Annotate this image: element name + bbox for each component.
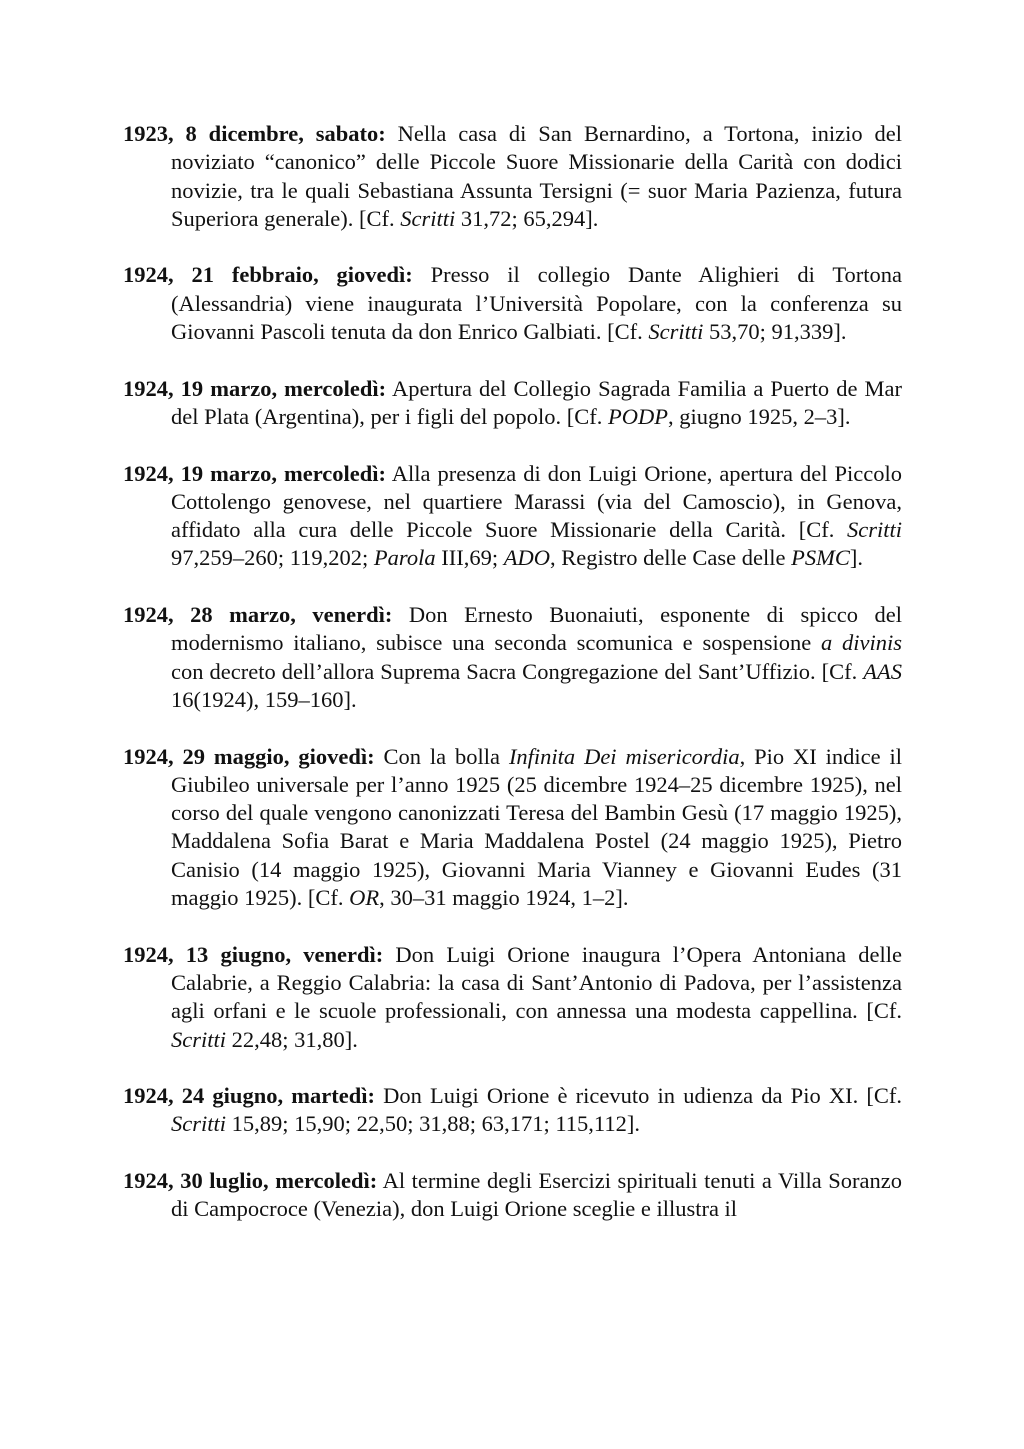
entry-date: 1924, 29 maggio, giovedì: xyxy=(123,743,375,769)
entry-date: 1924, 21 febbraio, giovedì: xyxy=(123,262,413,288)
chronology-entry: 1924, 29 maggio, giovedì: Con la bolla Infinita Dei misericordia, Pio XI indice il Giubileo universale per l’anno 1925 (25 dicembre 1924–25 dicembre 1925), nel corso del quale vengono canonizzati Teresa del Bambin Gesù (17 maggio 1925), Maddalena Sofia Barat e Maria Maddalena Postel (24 maggio 1925), Pietro Canisio (14 maggio 1925), Giovanni Maria Vianney e Giovanni Eudes (31 maggio 1925). [Cf. OR, 30–31 maggio 1924, 1–2]. xyxy=(123,743,903,911)
entry-date: 1924, 13 giugno, venerdì: xyxy=(123,941,384,967)
entry-date: 1924, 24 giugno, martedì: xyxy=(123,1083,375,1109)
entry-date: 1924, 28 marzo, venerdì: xyxy=(123,602,393,628)
chronology-entry: 1924, 30 luglio, mercoledì: Al termine degli Esercizi spirituali tenuti a Villa Soranzo di Campocroce (Venezia), don Luigi Orione sceglie e illustra il xyxy=(123,1167,902,1222)
document-page xyxy=(123,120,902,1252)
chronology-entry: 1924, 28 marzo, venerdì: Don Ernesto Buonaiuti, esponente di spicco del modernismo italiano, subisce una seconda scomunica e sospensione a divinis con decreto dell’allora Suprema Sacra Congregazione del Sant’Uffizio. [Cf. AAS 16(1924), 159–160]. xyxy=(123,602,902,712)
chronology-entry: 1924, 13 giugno, venerdì: Don Luigi Orione inaugura l’Opera Antoniana delle Calabrie, a Reggio Calabria: la casa di Sant’Antonio di Padova, per l’assistenza agli orfani e le scuole professionali, con annessa una modesta cappellina. [Cf. Scritti 22,48; 31,80]. xyxy=(123,941,902,1052)
entry-date: 1924, 30 luglio, mercoledì: xyxy=(123,1167,378,1193)
entry-date: 1923, 8 dicembre, sabato: xyxy=(123,121,386,146)
chronology-entry: 1924, 19 marzo, mercoledì: Apertura del Collegio Sagrada Familia a Puerto de Mar del Plata (Argentina), per i figli del popolo. [Cf. PODP, giugno 1925, 2–3]. xyxy=(123,375,902,429)
chronology-entry: 1924, 21 febbraio, giovedì: Presso il collegio Dante Alighieri di Tortona (Alessandria) viene inaugurata l’Università Popolare, con la conferenza su Giovanni Pascoli tenuta da don Enrico Galbiati. [Cf. Scritti 53,70; 91,339]. xyxy=(123,262,902,345)
chronology-entry: 1923, 8 dicembre, sabato: Nella casa di San Bernardino, a Tortona, inizio del noviziato “canonico” delle Piccole Suore Missionarie della Carità con dodici novizie, tra le quali Sebastiana Assunta Tersigni (= suor Maria Pazienza, futura Superiora generale). [Cf. Scritti 31,72; 65,294]. xyxy=(123,121,902,231)
chronology-entry: 1924, 19 marzo, mercoledì: Alla presenza di don Luigi Orione, apertura del Piccolo Cottolengo genovese, nel quartiere Marassi (via del Camoscio), in Genova, affidato alla cura delle Piccole Suore Missionarie della Carità. [Cf. Scritti 97,259–260; 119,202; Parola III,69; ADO, Registro delle Case delle PSMC]. xyxy=(123,460,902,571)
chronology-entry: 1924, 24 giugno, martedì: Don Luigi Orione è ricevuto in udienza da Pio XI. [Cf. Scritti 15,89; 15,90; 22,50; 31,88; 63,171; 115,112]. xyxy=(123,1083,902,1137)
entry-date: 1924, 19 marzo, mercoledì: xyxy=(123,460,387,486)
entry-date: 1924, 19 marzo, mercoledì: xyxy=(123,375,387,401)
